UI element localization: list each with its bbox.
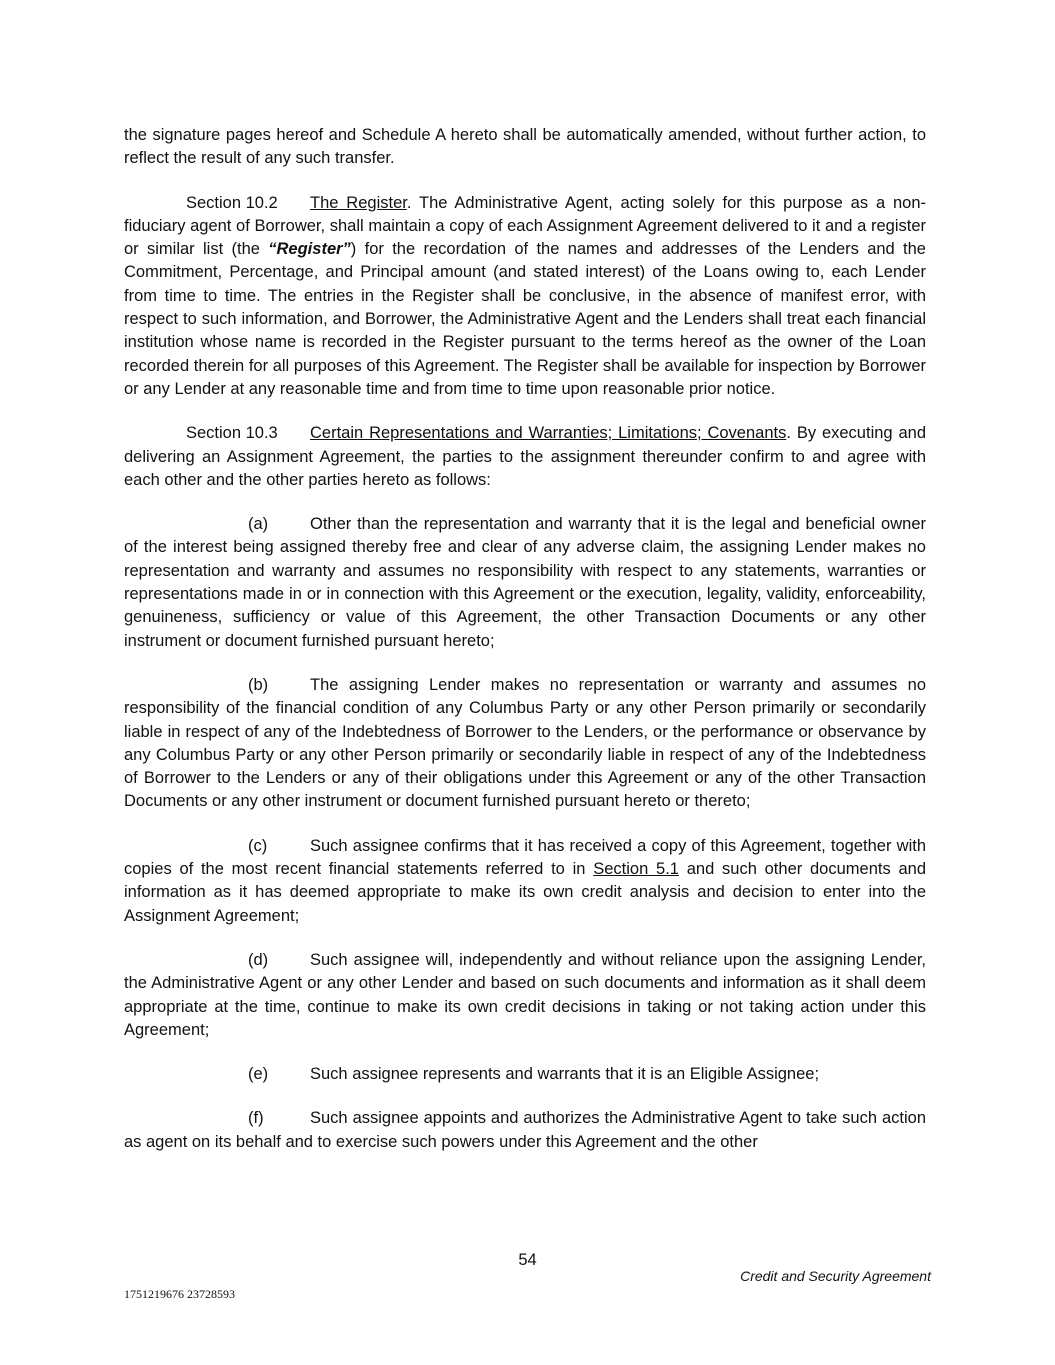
footer-document-title: Credit and Security Agreement <box>740 1268 931 1284</box>
item-f-paragraph <box>124 1107 926 1154</box>
item-d-text: Such assignee will, independently and without reliance upon the assigning Lender, the Administrative Agent or any other Lender and based on such documents and information as it shall deem appropriate at the time, continue to make its own credit decisions in taking or not taking action under this Agreement; <box>124 950 926 1039</box>
item-a-text: Other than the representation and warranty that it is the legal and beneficial owner of the interest being assigned thereby free and clear of any adverse claim, the assigning Lender makes no representation and warranty and assumes no responsibility with respect to any statements, warranties or representations made in or in connection with this Agreement or the execution, legality, validity, enforceability, genuineness, sufficiency or value of this Agreement, the other Transaction Documents or any other instrument or document furnished pursuant hereto; <box>124 515 926 650</box>
footer-document-id: 1751219676 23728593 <box>124 1287 235 1301</box>
item-b-text: The assigning Lender makes no representation or warranty and assumes no responsibility of the financial condition of any Columbus Party or any other Person primarily or secondarily liable in respect of any of the Indebtedness of Borrower to the Lenders, or the performance or observance by any Columbus Party or any other Person primarily or secondarily liable in respect of any of the Indebtedness of Borrower to the Lenders or any of their obligations under this Agreement or any of the other Transaction Documents or any other instrument or document furnished pursuant hereto or thereto; <box>124 675 926 811</box>
item-d-paragraph <box>124 949 926 1042</box>
item-e-paragraph <box>124 1063 926 1086</box>
section-10-2-number: Section 10.2 <box>186 193 278 212</box>
section-5-1-reference: Section 5.1 <box>593 860 679 879</box>
section-10-2-title: The Register <box>310 193 407 212</box>
section-10-3-text: . By executing and delivering an Assignment Agreement, the parties to the assignment thereunder confirm to and agree with each other and the other parties hereto as follows: <box>124 424 926 489</box>
item-b-paragraph <box>124 674 926 814</box>
item-a-paragraph <box>124 513 926 653</box>
page-number: 54 <box>518 1251 537 1269</box>
item-c-paragraph <box>124 835 926 928</box>
item-e-text: Such assignee represents and warrants that it is an Eligible Assignee; <box>310 1065 820 1084</box>
item-b-label: (b) <box>248 675 269 694</box>
item-e-label: (e) <box>248 1065 269 1084</box>
register-defined-term: “Register” <box>268 240 351 259</box>
item-c-text-2: and such other documents and information as it has deemed appropriate to make its own credit analysis and decision to enter into the Assignment Agreement; <box>124 860 927 925</box>
section-10-3-title: Certain Representations and Warranties; Limitations; Covenants <box>310 424 787 443</box>
item-f-label: (f) <box>248 1109 264 1128</box>
item-a-label: (a) <box>248 515 269 534</box>
section-10-3-number: Section 10.3 <box>186 424 278 443</box>
item-c-label: (c) <box>248 836 268 855</box>
section-10-3-paragraph <box>124 422 926 492</box>
section-10-2-text-2: ) for the recordation of the names and addresses of the Lenders and the Commitment, Percentage, and Principal amount (and stated interest) of the Loans owing to, each Lender from time to time. The entries in the Register shall be conclusive, in the absence of manifest error, with respect to such information, and Borrower, the Administrative Agent and the Lenders shall treat each financial institution whose name is recorded in the Register pursuant to the terms hereof as the owner of the Loan recorded therein for all purposes of this Agreement. The Register shall be available for inspection by Borrower or any Lender at any reasonable time and from time to time upon reasonable prior notice. <box>124 240 926 398</box>
document-page <box>124 124 926 1175</box>
item-f-text: Such assignee appoints and authorizes the Administrative Agent to take such action as agent on its behalf and to exercise such powers under this Agreement and the other <box>124 1109 926 1151</box>
item-d-label: (d) <box>248 950 269 969</box>
item-c-text-1: Such assignee confirms that it has received a copy of this Agreement, together with copies of the most recent financial statements referred to in <box>124 836 926 879</box>
continuation-paragraph: the signature pages hereof and Schedule A hereto shall be automatically amended, without further action, to reflect the result of any such transfer. <box>124 126 926 168</box>
section-10-2-text-1: . The Administrative Agent, acting solely for this purpose as a non-fiduciary agent of Borrower, shall maintain a copy of each Assignment Agreement delivered to it and a register or similar list (the <box>124 193 927 259</box>
section-10-2-paragraph <box>124 192 926 402</box>
